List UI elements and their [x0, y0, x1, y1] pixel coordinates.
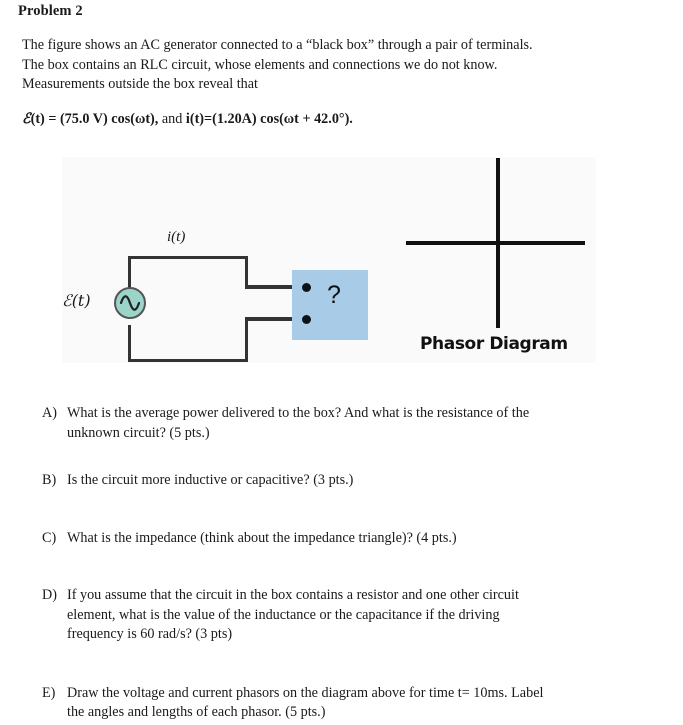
intro-line: The box contains an RLC circuit, whose elements and connections we do not know. [22, 56, 498, 73]
emf-label: ℰ(t) [62, 291, 91, 310]
question-text [67, 529, 642, 549]
question-line: Draw the voltage and current phasors on the diagram above for time t= 10ms. Label [67, 684, 544, 701]
question-letter: A) [42, 405, 57, 421]
question-line: What is the average power delivered to the box? And what is the resistance of the [67, 405, 530, 421]
equation-part-one: (t) = (75.0 V) cos(ωt), [30, 111, 162, 127]
emf-symbol: ℰ [22, 111, 31, 127]
wire-right-upper [245, 256, 248, 287]
question-line: frequency is 60 rad/s? (3 pts) [67, 626, 233, 642]
question-line: What is the impedance (think about the impedance triangle)? (4 pts.) [67, 529, 457, 546]
intro-line: The figure shows an AC generator connected to a “black box” through a pair of terminals. [22, 37, 533, 53]
intro-line: Measurements outside the box reveal that [22, 76, 258, 92]
phasor-diagram-caption: Phasor Diagram [420, 334, 568, 354]
question-letter: C) [42, 529, 57, 546]
wire-bottom [128, 359, 248, 362]
question-line: unknown circuit? (5 pts.) [67, 424, 210, 441]
question-text [67, 684, 642, 723]
spacer [42, 443, 642, 471]
current-label: i(t) [167, 229, 186, 245]
spacer [42, 548, 642, 586]
equation-connector: and [161, 111, 186, 127]
question-text [67, 471, 642, 491]
wire-top [128, 256, 248, 259]
circuit-figure [62, 157, 596, 363]
phasor-horizontal-axis [406, 241, 585, 245]
question-letter: B) [42, 472, 57, 488]
wire-left-lower [128, 325, 131, 362]
question-letter: E) [42, 684, 56, 701]
spacer [42, 645, 642, 684]
question-line: element, what is the value of the inductance or the capacitance if the driving [67, 606, 500, 623]
given-equation [22, 111, 353, 128]
question-line: If you assume that the circuit in the box contains a resistor and one other circuit [67, 587, 519, 603]
question-text [67, 586, 642, 645]
equation-part-two: i(t)=(1.20A) cos(ωt + 42.0°). [185, 111, 353, 127]
intro-paragraph [22, 36, 622, 95]
wire-right-lower [245, 317, 248, 362]
spacer [42, 491, 642, 529]
terminal-dot-top [302, 283, 311, 292]
ac-generator-icon [114, 287, 146, 319]
question-line: the angles and lengths of each phasor. (5 pts.) [67, 704, 326, 720]
question-list [42, 404, 642, 723]
question-item-c [42, 529, 642, 549]
question-item-a [42, 404, 642, 443]
question-item-d [42, 586, 642, 645]
terminal-dot-bottom [302, 315, 311, 324]
question-letter: D) [42, 587, 57, 603]
question-item-e [42, 684, 642, 723]
question-mark-symbol: ? [327, 281, 341, 309]
question-line: Is the circuit more inductive or capacitive? (3 pts.) [67, 472, 354, 488]
question-text [67, 404, 642, 443]
page-title: Problem 2 [18, 3, 83, 19]
question-item-b [42, 471, 642, 491]
